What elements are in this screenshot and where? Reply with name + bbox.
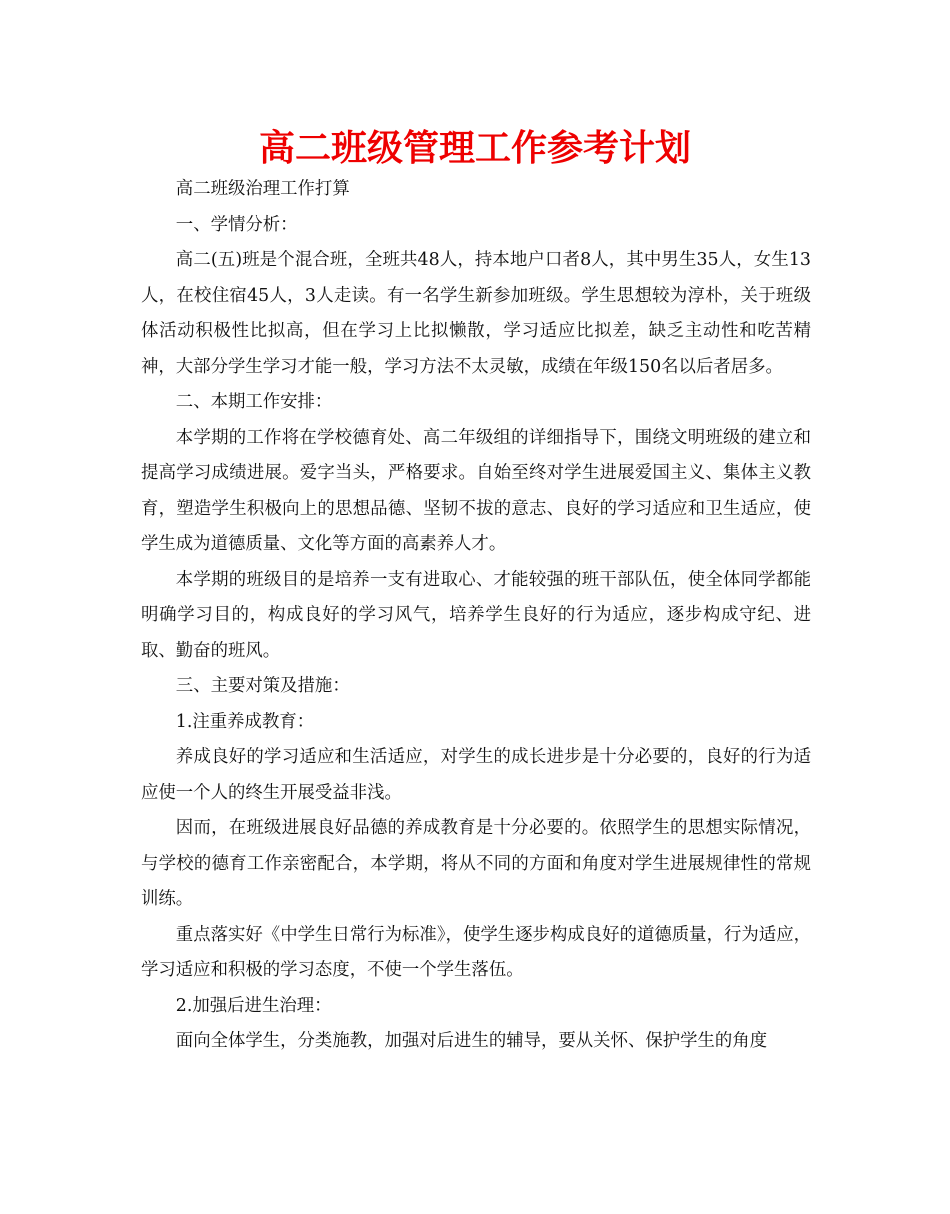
document-body bbox=[141, 172, 811, 1060]
heading-habit-education: 1.注重养成教育： bbox=[175, 711, 315, 732]
heading-work-arrangement: 二、本期工作安排： bbox=[175, 392, 333, 412]
document-title: 高二班级管理工作参考计划 bbox=[258, 128, 691, 169]
paragraph-work-guidance: 本学期的工作将在学校德育处、高二年级组的详细指导下，围绕文明班级的建立和提高学习成绩进展。爱字当头，严格要求。自始至终对学生进展爱国主义、集体主义教育，塑造学生积极向上的思想品德、坚韧不拔的意志、良好的学习适应和卫生适应，使学生成为道德质量、文化等方面的高素养人才。 bbox=[141, 427, 811, 554]
heading-situation-analysis: 一、学情分析： bbox=[175, 214, 298, 235]
heading-measures: 三、主要对策及措施： bbox=[175, 676, 350, 696]
paragraph-class-overview: 高二(五)班是个混合班，全班共48人，持本地户口者8人，其中男生35人，女生13人，在校住宿45人，3人走读。有一名学生新参加班级。学生思想较为淳朴，关于班级体活动积极性比拟高，但在学习上比拟懒散，学习适应比拟差，缺乏主动性和吃苦精神，大部分学生学习才能一般，学习方法不太灵敏，成绩在年级150名以后者居多。 bbox=[141, 250, 811, 377]
paragraph-moral-education: 因而，在班级进展良好品德的养成教育是十分必要的。依照学生的思想实际情况，与学校的德育工作亲密配合，本学期，将从不同的方面和角度对学生进展规律性的常规训练。 bbox=[141, 818, 811, 909]
paragraph-good-habits: 养成良好的学习适应和生活适应，对学生的成长进步是十分必要的，良好的行为适应使一个人的终生开展受益非浅。 bbox=[141, 747, 811, 803]
heading-underachiever-management: 2.加强后进生治理： bbox=[175, 995, 332, 1016]
paragraph-tutoring: 面向全体学生，分类施教，加强对后进生的辅导，要从关怀、保护学生的角度 bbox=[175, 1031, 768, 1051]
paragraph-class-goals: 本学期的班级目的是培养一支有进取心、才能较强的班干部队伍，使全体同学都能明确学习目的，构成良好的学习风气，培养学生良好的行为适应，逐步构成守纪、进取、勤奋的班风。 bbox=[141, 569, 811, 661]
paragraph-behavior-standards: 重点落实好《中学生日常行为标准》，使学生逐步构成良好的道德质量，行为适应，学习适应和积极的学习态度，不使一个学生落伍。 bbox=[141, 924, 811, 980]
paragraph-subtitle: 高二班级治理工作打算 bbox=[175, 179, 350, 199]
